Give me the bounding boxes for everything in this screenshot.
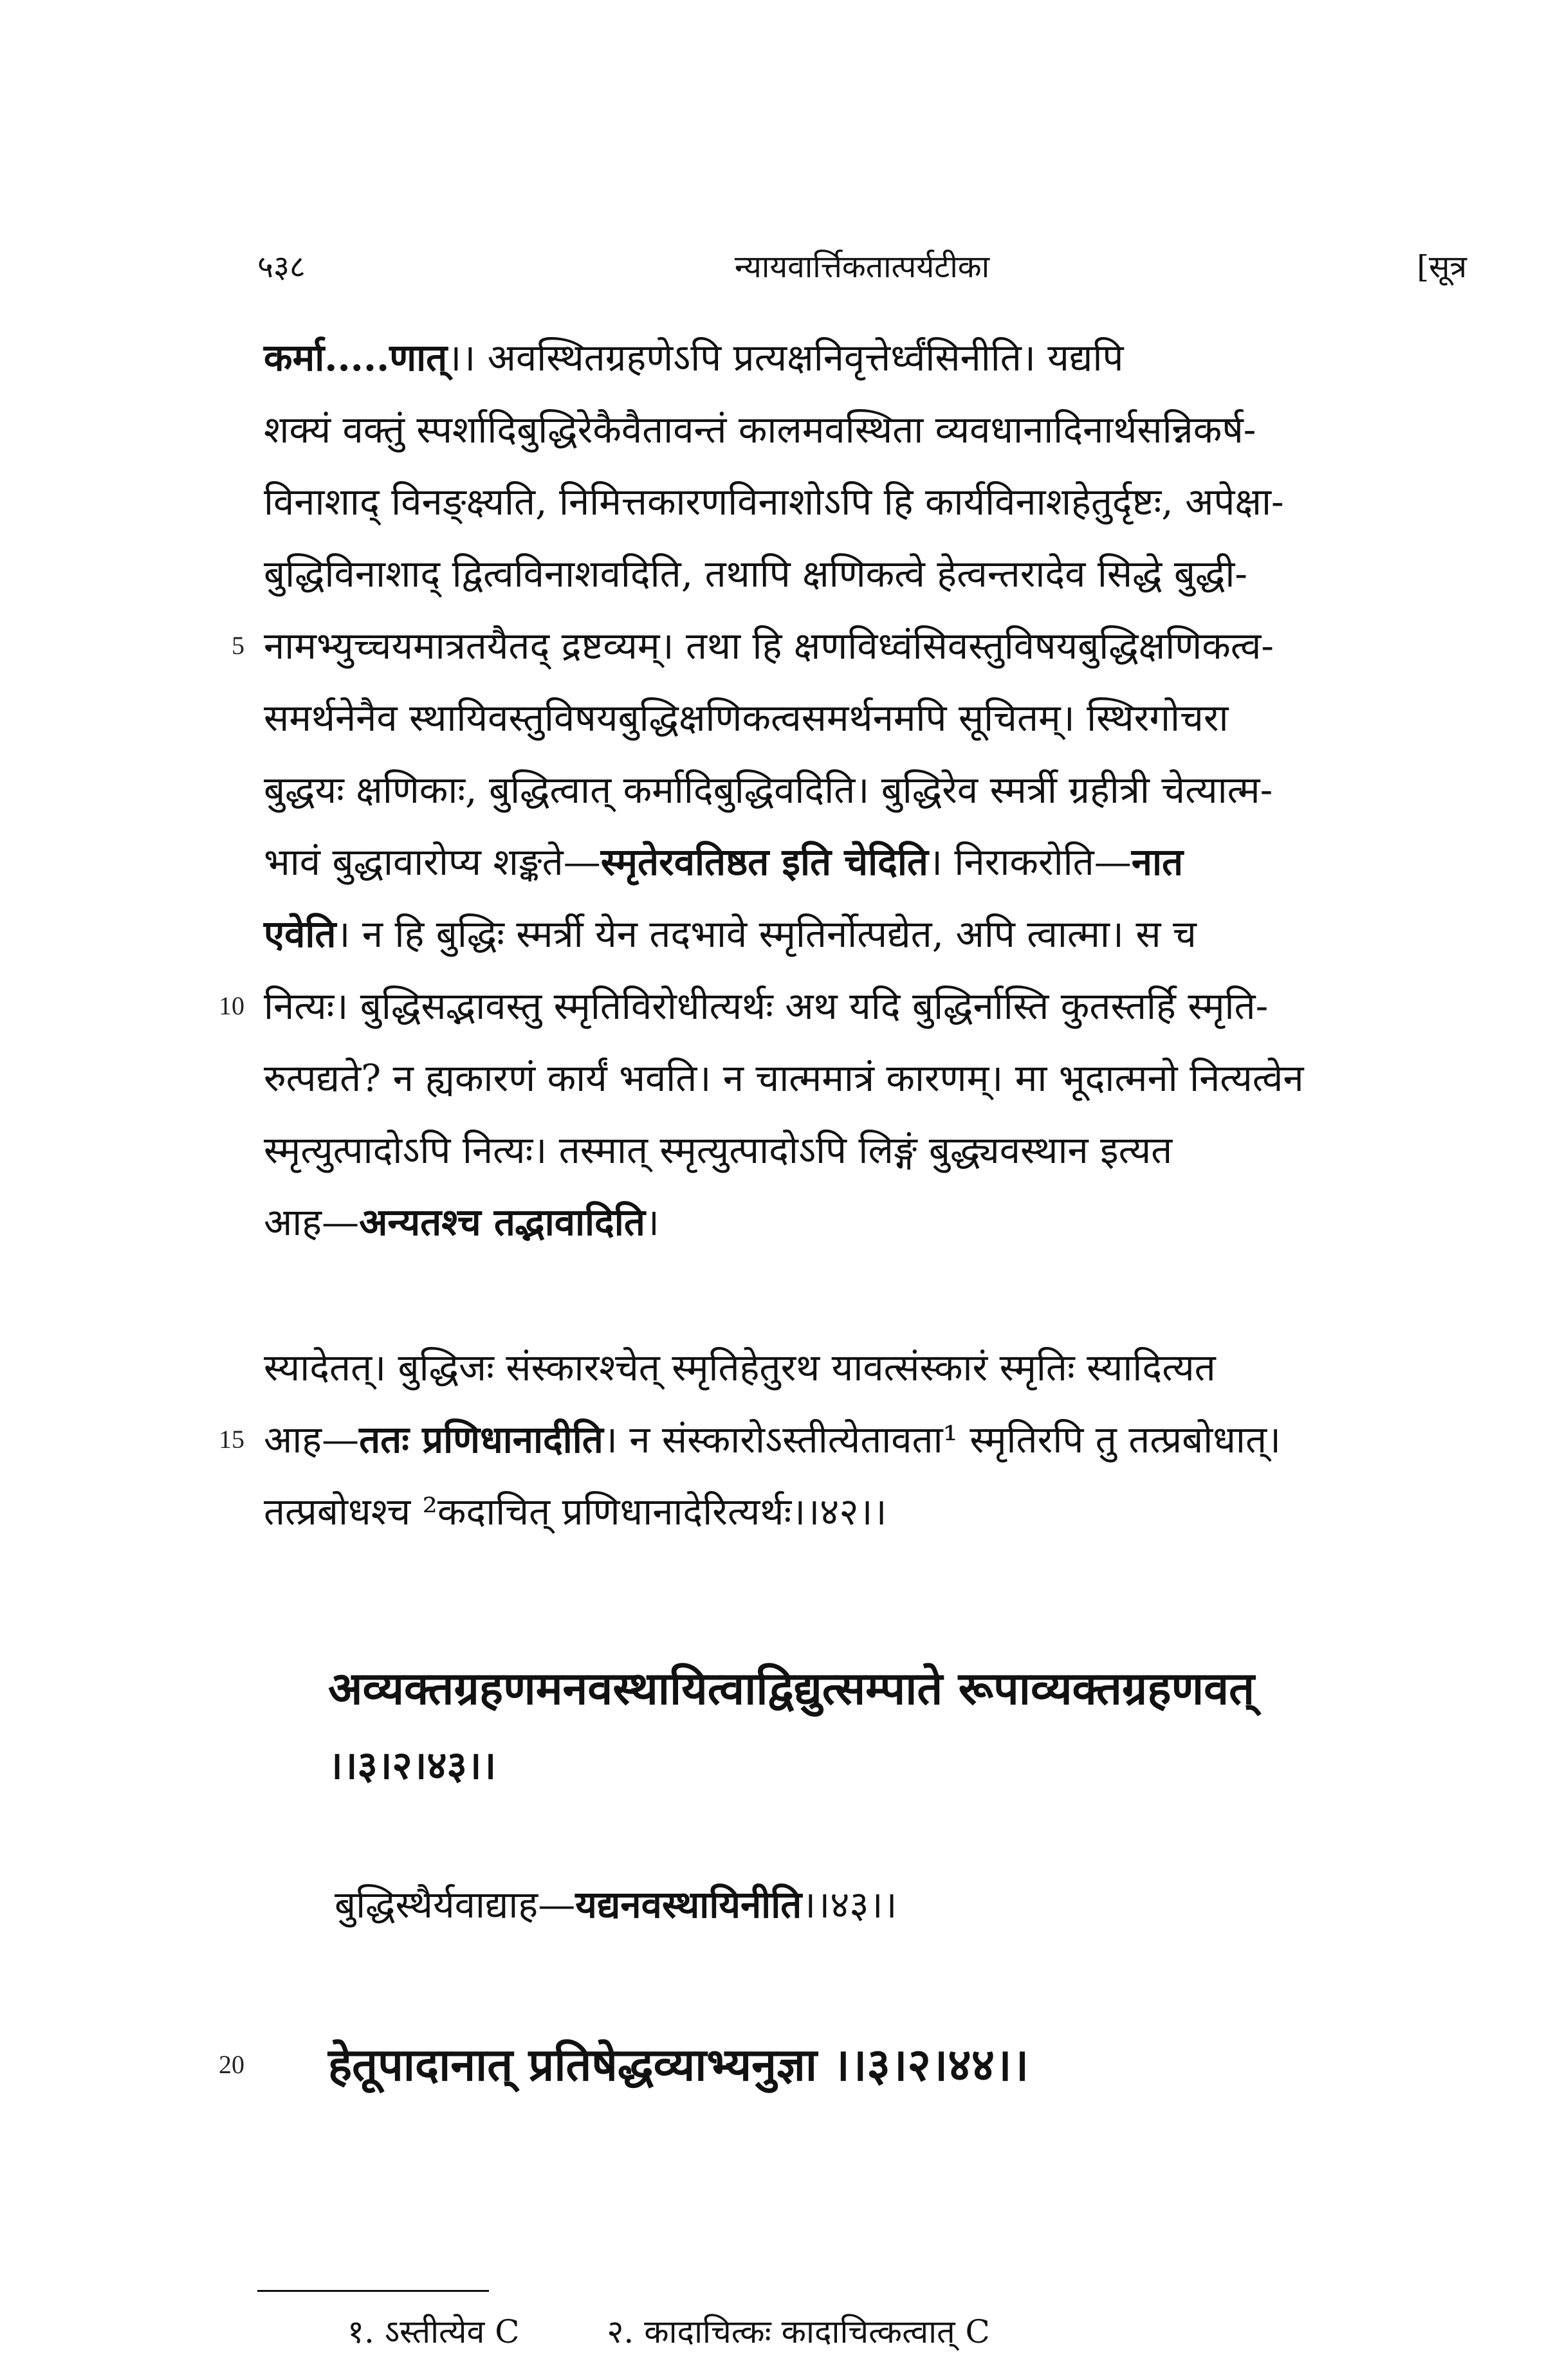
commentary-text: रुत्पद्यते? न ह्यकारणं कार्यं भवति। न चात्ममात्रं कारणम्। मा भूदात्मनो नित्यत्वेन xyxy=(264,1056,1304,1100)
commentary-text: समर्थनेनैव स्थायिवस्तुविषयबुद्धिक्षणिकत्वसमर्थनमपि सूचितम्। स्थिरगोचरा xyxy=(264,696,1229,740)
commentary-text: आह— xyxy=(264,1418,360,1461)
text-line xyxy=(219,1404,1473,1476)
sutra-number: ।।३।२।४३।। xyxy=(328,1743,497,1788)
commentary-text: बुद्धयः क्षणिकाः, बुद्धित्वात् कर्मादिबुद्धिवदिति। बुद्धिरेव स्मर्त्री ग्रहीत्री चेत्यात्म- xyxy=(264,768,1273,812)
line-number: 5 xyxy=(232,631,244,660)
commentary-paragraph-2 xyxy=(219,1332,1473,1548)
sutra-3-2-44 xyxy=(219,2026,1473,2103)
running-header xyxy=(257,238,1467,296)
commentary-text: नित्यः। बुद्धिसद्भावस्तु स्मृतिविरोधीत्यर्थः अथ यदि बुद्धिर्नास्ति कुतस्तर्हि स्मृति- xyxy=(264,984,1269,1028)
text-line xyxy=(264,538,1473,610)
commentary-text: स्मृत्युत्पादोऽपि नित्यः। तस्मात् स्मृत्युत्पादोऽपि लिङ्गं बुद्ध्यवस्थान इत्यत xyxy=(264,1128,1173,1172)
commentary-text: बुद्धिस्थैर्यवाद्याह— xyxy=(335,1883,576,1927)
text-line xyxy=(264,394,1473,466)
text-line xyxy=(264,1186,1473,1258)
commentary-paragraph-3 xyxy=(335,1869,1473,1941)
text-line xyxy=(264,898,1473,970)
commentary-text: बुद्धिविनाशाद् द्वित्वविनाशवदिति, तथापि क्षणिकत्वे हेत्वन्तरादेव सिद्धे बुद्धी- xyxy=(264,552,1247,596)
text-line xyxy=(264,754,1473,826)
pratika-text: ततः प्रणिधानादीति xyxy=(359,1418,603,1461)
commentary-text: आह— xyxy=(264,1200,360,1244)
running-title: न्यायवार्त्तिकतात्पर्यटीका xyxy=(734,249,990,285)
text-line xyxy=(219,970,1473,1042)
text-line xyxy=(264,1042,1473,1114)
text-line xyxy=(264,466,1473,538)
commentary-text: । न संस्कारोऽस्तीत्येतावता¹ स्मृतिरपि तु तत्प्रबोधात्। xyxy=(603,1418,1281,1461)
commentary-text: । निराकरोति— xyxy=(928,840,1132,884)
sutra-3-2-43 xyxy=(328,1650,1473,1804)
commentary-text: विनाशाद् विनङ्क्ष्यति, निमित्तकारणविनाशोऽपि हि कार्यविनाशहेतुर्दृष्टः, अपेक्षा- xyxy=(264,480,1284,524)
pratika-text: एवेति xyxy=(264,912,336,956)
commentary-text: ।।४३।। xyxy=(802,1883,897,1927)
text-line xyxy=(264,322,1473,394)
commentary-text: ।। अवस्थितग्रहणेऽपि प्रत्यक्षनिवृत्तेर्ध्वंसिनीति। यद्यपि xyxy=(447,336,1124,380)
commentary-text: नामभ्युच्चयमात्रतयैतद् द्रष्टव्यम्। तथा हि क्षणविध्वंसिवस्तुविषयबुद्धिक्षणिकत्व- xyxy=(264,624,1274,668)
commentary-text: शक्यं वक्तुं स्पर्शादिबुद्धिरेकैवैतावन्तं कालमवस्थिता व्यवधानादिनार्थसन्निकर्ष- xyxy=(264,408,1256,452)
pratika-text: स्मृतेरवतिष्ठत इति चेदिति xyxy=(600,840,928,884)
footnote-rule xyxy=(257,2290,489,2292)
pratika-text: अन्यतश्च तद्भावादिति xyxy=(359,1200,645,1244)
section-marker: [सूत्र xyxy=(1417,249,1467,285)
pratika-text: कर्मा.....णात् xyxy=(264,336,448,380)
text-line xyxy=(264,682,1473,754)
sutra-text: अव्यक्तग्रहणमनवस्थायित्वाद्विद्युत्सम्पाते रूपाव्यक्तग्रहणवत् xyxy=(328,1661,1254,1715)
commentary-text: । न हि बुद्धिः स्मर्त्री येन तदभावे स्मृतिर्नोत्पद्येत, अपि त्वात्मा। स च xyxy=(336,912,1197,956)
line-number: 15 xyxy=(219,1425,244,1454)
page-number: ५३८ xyxy=(257,249,306,285)
text-line xyxy=(264,826,1473,898)
text-line xyxy=(264,1332,1473,1404)
pratika-text: नात xyxy=(1131,840,1184,884)
pratika-text: यद्यनवस्थायिनीति xyxy=(575,1883,802,1927)
line-number: 10 xyxy=(219,991,244,1020)
commentary-text: । xyxy=(645,1200,659,1244)
footnotes xyxy=(347,2306,1441,2357)
text-line xyxy=(232,610,1473,682)
text-line xyxy=(264,1476,1473,1548)
commentary-paragraph-1 xyxy=(219,322,1473,1258)
commentary-text: स्यादेतत्। बुद्धिजः संस्कारश्चेत् स्मृतिहेतुरथ यावत्संस्कारं स्मृतिः स्यादित्यत xyxy=(264,1346,1216,1389)
commentary-text: भावं बुद्धावारोप्य शङ्कते— xyxy=(264,840,601,884)
footnote-2: २. कादाचित्कः कादाचित्कत्वात् C xyxy=(607,2313,990,2350)
commentary-text: तत्प्रबोधश्च ²कदाचित् प्रणिधानादेरित्यर्थः।।४२।। xyxy=(264,1490,887,1533)
text-line xyxy=(264,1114,1473,1186)
footnote-1: १. ऽस्तीत्येव C xyxy=(347,2313,520,2350)
sutra-text: हेतूपादानात् प्रतिषेद्धव्याभ्यनुज्ञा ।।३।२।४४।। xyxy=(328,2038,1029,2091)
line-number: 20 xyxy=(219,2050,244,2079)
